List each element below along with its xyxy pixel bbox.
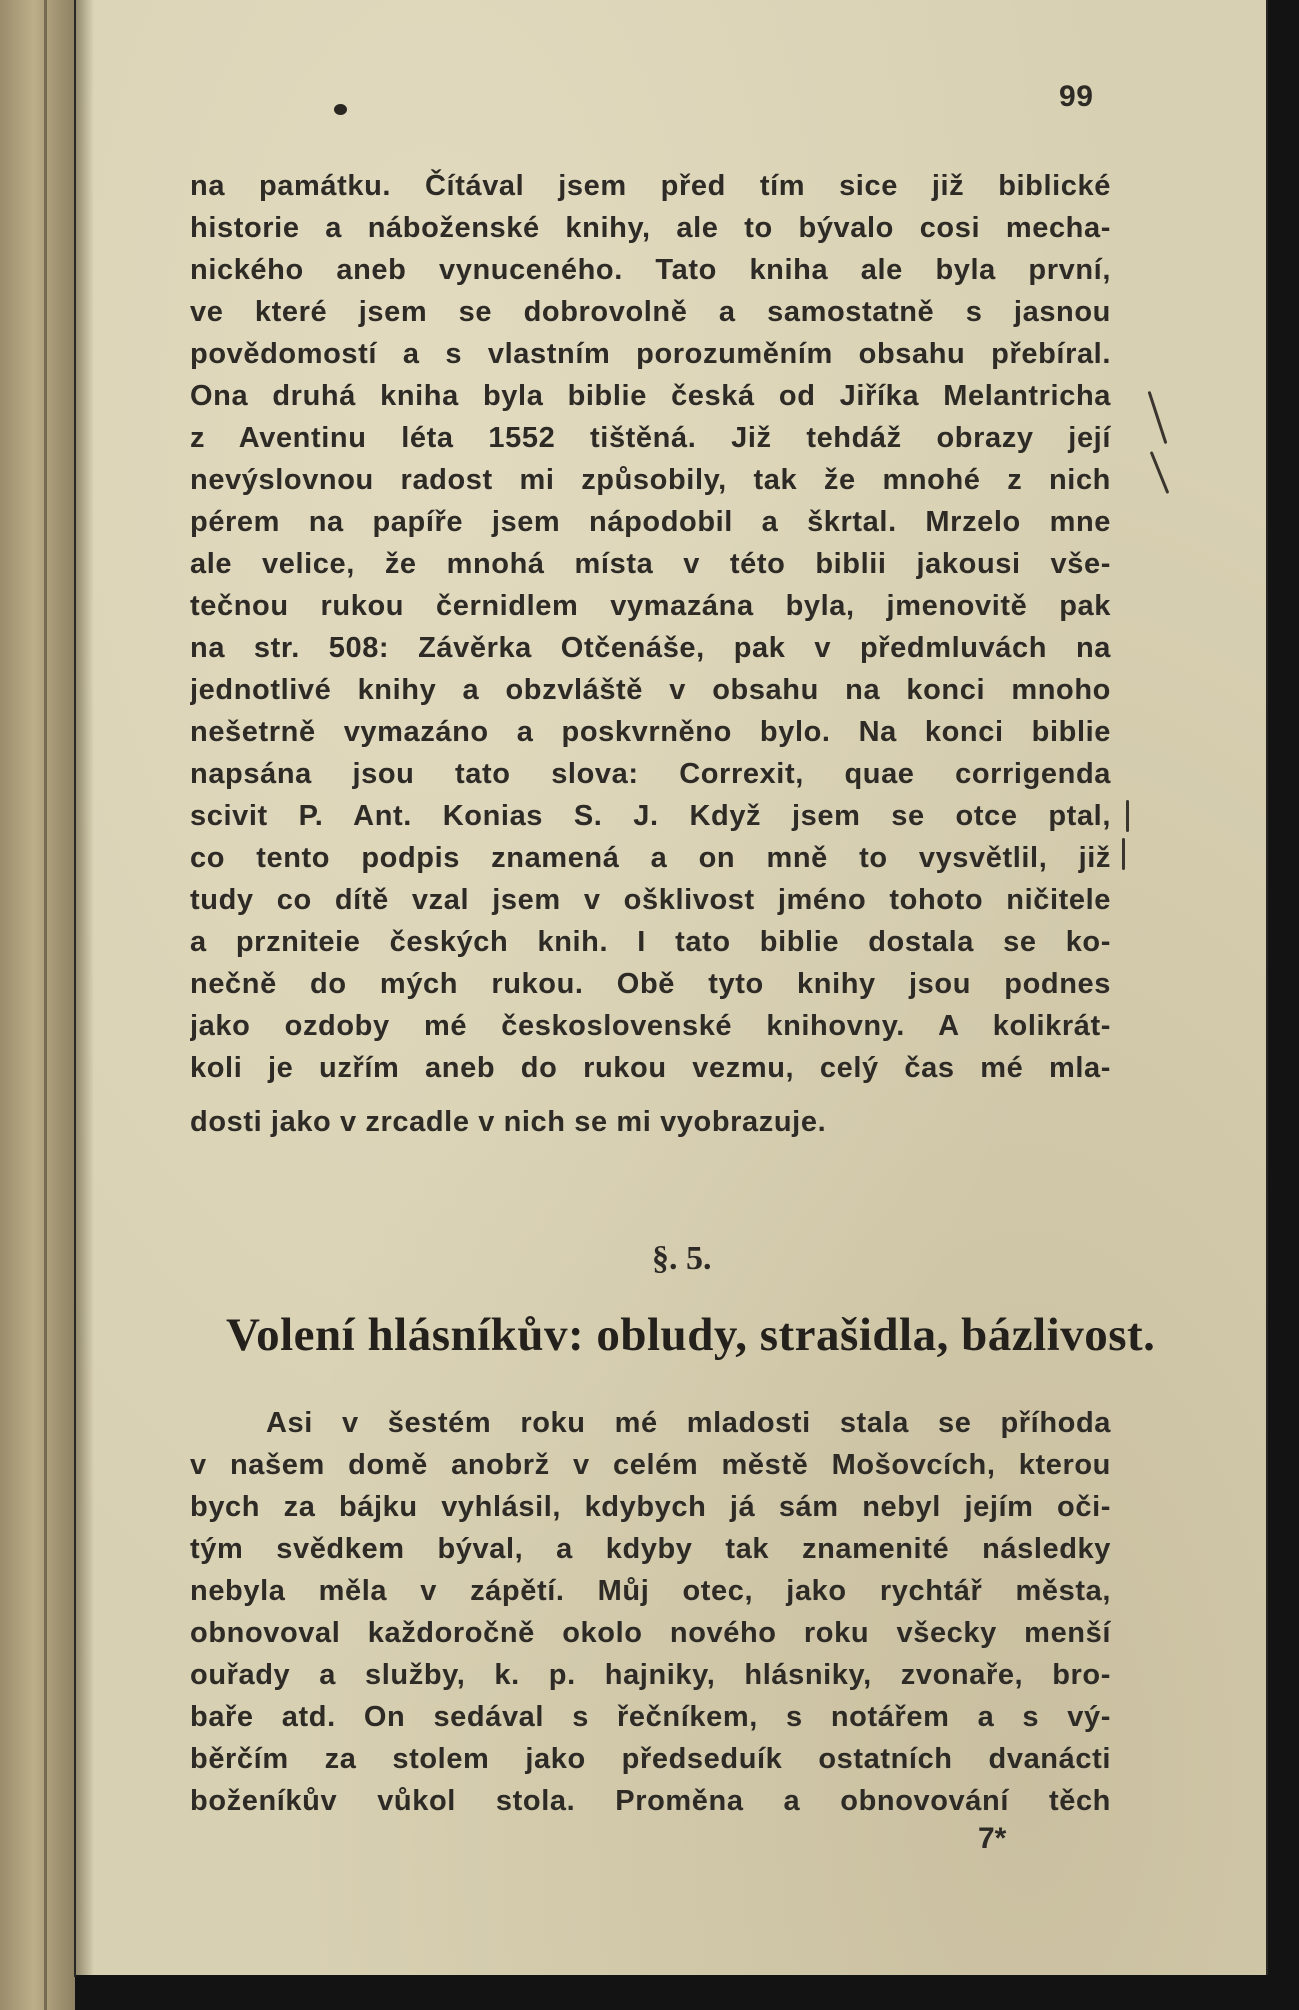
previous-page-edge [0, 0, 75, 2010]
margin-pencil-mark [1122, 838, 1125, 870]
text-line: tudy co dítě vzal jsem v ošklivost jméno tohoto ničitele [190, 884, 1111, 916]
text-line: Ona druhá kniha byla biblie česká od Jiříka Melantricha [190, 380, 1111, 412]
book-page [76, 0, 1266, 1975]
text-line: povědomostí a s vlastním porozuměním obsahu přebíral. [190, 338, 1111, 370]
signature-mark: 7* [978, 1822, 1007, 1855]
text-line: nešetrně vymazáno a poskvrněno bylo. Na konci biblie [190, 716, 1111, 748]
margin-pencil-mark [1148, 391, 1168, 444]
text-line: a przniteie českých knih. I tato biblie dostala se ko- [190, 926, 1111, 958]
text-line: nečně do mých rukou. Obě tyto knihy jsou podnes [190, 968, 1111, 1000]
text-line: co tento podpis znamená a on mně to vysvětlil, již [190, 842, 1111, 874]
text-line: z Aventinu léta 1552 tištěná. Již tehdáž obrazy její [190, 422, 1111, 454]
text-line: historie a náboženské knihy, ale to bývalo cosi mecha- [190, 212, 1111, 244]
text-line: na str. 508: Závěrka Otčenáše, pak v předmluvách na [190, 632, 1111, 664]
text-line: bych za bájku vyhlásil, kdybych já sám nebyl jejím oči- [190, 1491, 1111, 1523]
text-line: koli je uzřím aneb do rukou vezmu, celý čas mé mla- [190, 1052, 1111, 1084]
text-line: boženíkův vůkol stola. Proměna a obnovování těch [190, 1785, 1111, 1817]
text-line: tečnou rukou černidlem vymazána byla, jmenovitě pak [190, 590, 1111, 622]
text-line: tým svědkem býval, a kdyby tak znamenité následky [190, 1533, 1111, 1565]
text-line: nevýslovnou radost mi způsobily, tak že mnohé z nich [190, 464, 1111, 496]
text-line: ve které jsem se dobrovolně a samostatně s jasnou [190, 296, 1111, 328]
text-line: Asi v šestém roku mé mladosti stala se příhoda [266, 1407, 1111, 1439]
text-line: baře atd. On sedával s řečníkem, s notářem a s vý- [190, 1701, 1111, 1733]
binding-crease [44, 0, 47, 2010]
text-line: na památku. Čítával jsem před tím sice již biblické [190, 170, 1111, 202]
margin-pencil-mark [1150, 451, 1170, 494]
text-line: ale velice, že mnohá místa v této biblii jakousi vše- [190, 548, 1111, 580]
text-line: nického aneb vynuceného. Tato kniha ale byla první, [190, 254, 1111, 286]
text-line: jednotlivé knihy a obzvláště v obsahu na konci mnoho [190, 674, 1111, 706]
page-gutter-shadow [76, 0, 94, 1975]
text-line: běrčím za stolem jako předseduík ostatních dvanácti [190, 1743, 1111, 1775]
text-line: pérem na papíře jsem nápodobil a škrtal. Mrzelo mne [190, 506, 1111, 538]
text-line: napsána jsou tato slova: Correxit, quae corrigenda [190, 758, 1111, 790]
text-line: nebyla měla v zápětí. Můj otec, jako rychtář města, [190, 1575, 1111, 1607]
section-number: §. 5. [652, 1240, 712, 1277]
scan-bottom-border [76, 1975, 1299, 2010]
page-number: 99 [1059, 80, 1094, 113]
ink-blot [334, 104, 347, 115]
text-line: ouřady a služby, k. p. hajniky, hlásniky, zvonaře, bro- [190, 1659, 1111, 1691]
text-line: obnovoval každoročně okolo nového roku všecky menší [190, 1617, 1111, 1649]
section-heading: Volení hlásníkův: obludy, strašidla, bázlivost. [226, 1309, 1156, 1361]
text-line: jako ozdoby mé československé knihovny. A kolikrát- [190, 1010, 1111, 1042]
text-line: v našem domě anobrž v celém městě Mošovcích, kterou [190, 1449, 1111, 1481]
text-line: dosti jako v zrcadle v nich se mi vyobrazuje. [190, 1106, 827, 1138]
text-line: scivit P. Ant. Konias S. J. Když jsem se otce ptal, [190, 800, 1111, 832]
margin-pencil-mark [1126, 800, 1129, 832]
